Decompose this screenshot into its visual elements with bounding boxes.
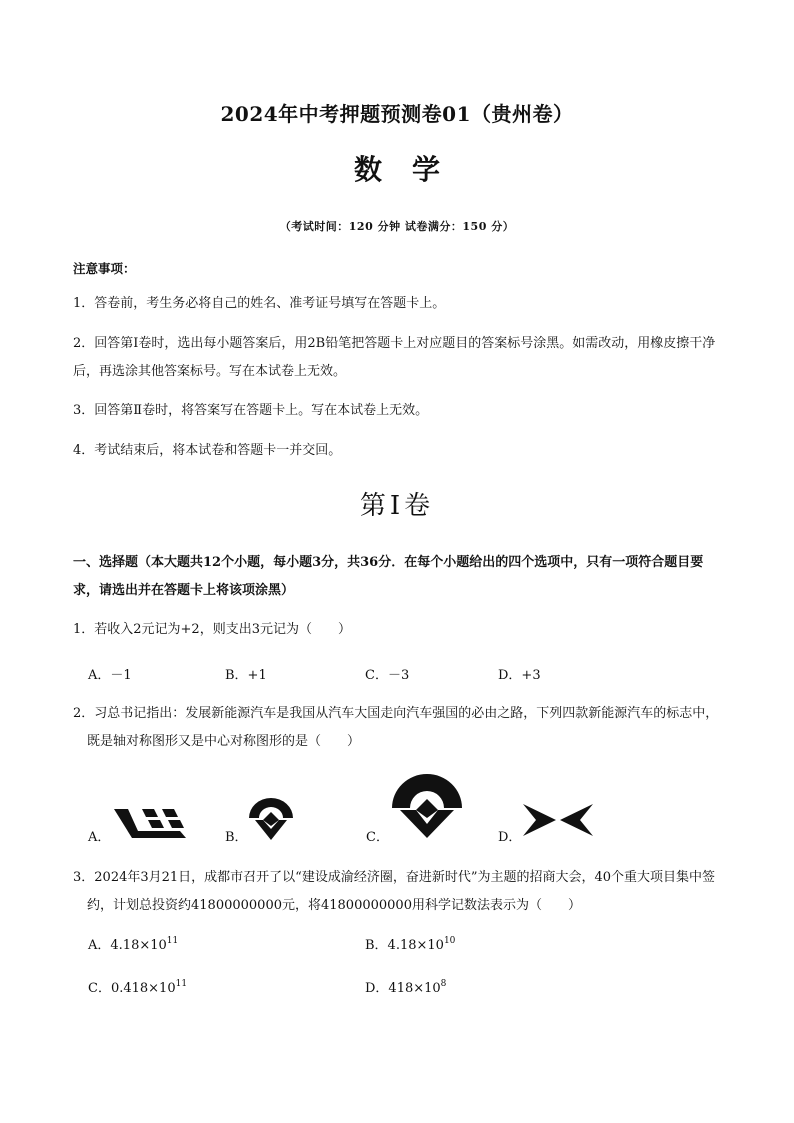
- notice-item-2-text: 2．回答第Ⅰ卷时，选出每小题答案后，用2B铅笔把答题卡上对应题目的答案标号涂黑。如需改动，用橡皮擦干净后，再选涂其他答案标号。写在本试卷上无效。: [73, 336, 716, 379]
- notice-item-2: [73, 330, 723, 386]
- option-b-text: B．4.18×10: [365, 938, 444, 953]
- section-intro-text: 一、选择题（本大题共12个小题，每小题3分，共36分．在每个小题给出的四个选项中，只有一项符合题目要求，请选出并在答题卡上将该项涂黑）: [73, 555, 704, 598]
- time-info: （考试时间：120 分钟 试卷满分：150 分）: [279, 220, 515, 233]
- section-intro: [73, 549, 723, 605]
- option-c-exponent: 11: [175, 979, 188, 989]
- logo-d-icon: [522, 803, 594, 837]
- option-a-exponent: 11: [166, 936, 179, 946]
- question-2-stem: [73, 700, 723, 756]
- exam-title: 2024年中考押题预测卷01（贵州卷）: [220, 102, 574, 126]
- subject-title: 数学: [353, 153, 470, 186]
- question-1-stem: [73, 616, 723, 644]
- logo-b-icon: [246, 796, 296, 842]
- question-1-stem-text: 1．若收入2元记为+2，则支出3元记为（ ）: [73, 622, 351, 637]
- option-b[interactable]: B．: [225, 830, 248, 845]
- section-title: 第Ⅰ卷: [359, 491, 435, 521]
- option-b[interactable]: B．+1: [225, 668, 267, 683]
- logo-c-icon: [390, 772, 464, 840]
- option-d[interactable]: D．+3: [498, 668, 541, 683]
- notice-item-4-text: 4．考试结束后，将本试卷和答题卡一并交回。: [73, 443, 342, 458]
- notice-heading: 注意事项：: [73, 261, 136, 276]
- option-a[interactable]: [88, 934, 178, 953]
- notice-item-3-text: 3．回答第Ⅱ卷时，将答案写在答题卡上。写在本试卷上无效。: [73, 403, 429, 418]
- notice-item-1-text: 1．答卷前，考生务必将自己的姓名、准考证号填写在答题卡上。: [73, 296, 446, 311]
- option-a[interactable]: A．－1: [88, 668, 132, 683]
- option-c[interactable]: [88, 977, 187, 996]
- option-a[interactable]: A．: [88, 830, 111, 845]
- option-a-text: A．4.18×10: [88, 938, 167, 953]
- notice-item-3: [73, 397, 723, 425]
- logo-a-icon: [112, 806, 188, 840]
- option-c[interactable]: C．－3: [365, 668, 410, 683]
- option-c-text: C．0.418×10: [88, 981, 176, 996]
- question-3-stem-text: 3．2024年3月21日，成都市召开了以“建设成渝经济圈，奋进新时代”为主题的招商大会，40个重大项目集中签约，计划总投资约41800000000元，将41800000000用科学记数法表示为（ ）: [73, 870, 716, 913]
- option-b-exponent: 10: [443, 936, 456, 946]
- question-3-stem: [73, 864, 723, 920]
- notice-item-4: [73, 437, 723, 465]
- question-2-stem-text: 2．习总书记指出：发展新能源汽车是我国从汽车大国走向汽车强国的必由之路，下列四款新能源汽车的标志中，既是轴对称图形又是中心对称图形的是（ ）: [73, 706, 719, 749]
- option-b[interactable]: [365, 934, 455, 953]
- option-d[interactable]: D．: [498, 830, 522, 845]
- option-d-text: D．418×10: [365, 981, 441, 996]
- option-d-exponent: 8: [440, 979, 447, 989]
- option-c[interactable]: C．: [366, 830, 389, 845]
- option-d[interactable]: [365, 977, 446, 996]
- notice-item-1: [73, 290, 723, 318]
